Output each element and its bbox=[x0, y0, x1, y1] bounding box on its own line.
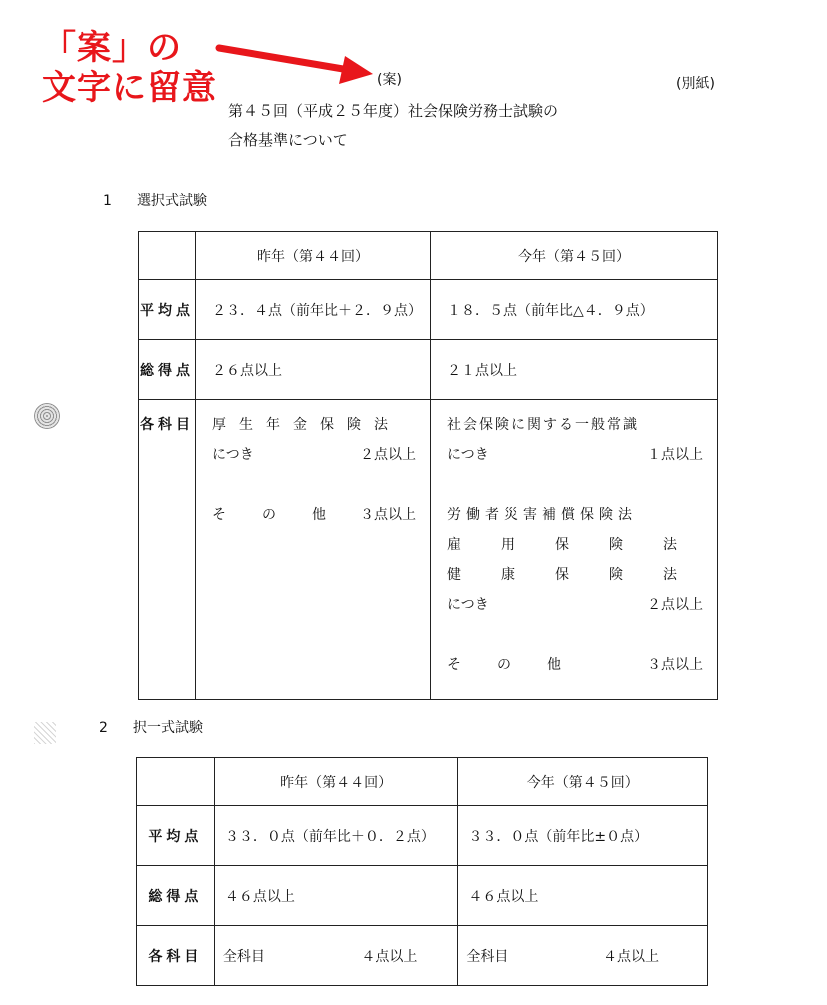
subjects-prev-cell bbox=[196, 400, 431, 700]
red-arrow-icon bbox=[205, 38, 385, 88]
all-subjects-curr: 全科目 bbox=[466, 948, 509, 965]
curr-subject-2-per: につき bbox=[446, 597, 489, 613]
row-label-total: 総得点 bbox=[139, 340, 196, 400]
title-line-2: 合格基準について bbox=[228, 131, 348, 149]
table-row bbox=[137, 926, 708, 986]
col-header-prev: 昨年（第４４回） bbox=[214, 758, 458, 806]
scan-smudge bbox=[34, 403, 60, 429]
row-label-subjects: 各科目 bbox=[139, 400, 196, 700]
draft-mark: (案) bbox=[377, 72, 402, 88]
prev-subject-per: につき bbox=[212, 447, 254, 463]
red-annotation bbox=[42, 28, 217, 108]
row-label-average: 平均点 bbox=[137, 806, 215, 866]
avg-prev-value: ２３．４点（前年比＋２．９点） bbox=[196, 280, 431, 340]
row-label-total: 総得点 bbox=[137, 866, 215, 926]
col-header-prev: 昨年（第４４回） bbox=[196, 232, 431, 280]
table-row bbox=[139, 400, 718, 700]
prev-other-label: その他 bbox=[212, 507, 362, 523]
prev-other-score: ３点以上 bbox=[359, 507, 416, 523]
section-2-title: 択一式試験 bbox=[133, 720, 203, 736]
section-1-title: 選択式試験 bbox=[137, 193, 207, 209]
curr-subject-4-name: 健康保険法 bbox=[446, 567, 717, 583]
curr-subject-2-threshold bbox=[447, 590, 717, 620]
prev-other-threshold bbox=[212, 500, 430, 530]
curr-subject-1-score: １点以上 bbox=[647, 447, 703, 463]
prev-subject-threshold bbox=[212, 440, 430, 470]
selection-exam-table bbox=[138, 231, 718, 700]
all-subjects-prev-score: ４点以上 bbox=[361, 948, 418, 965]
section-1-heading bbox=[103, 190, 207, 210]
section-1-number: 1 bbox=[103, 193, 112, 209]
scan-speck bbox=[34, 722, 56, 744]
curr-other-score: ３点以上 bbox=[647, 657, 703, 673]
subjects-prev-cell bbox=[214, 926, 458, 986]
curr-subject-1-name: 社会保険に関する一般常識 bbox=[446, 417, 639, 433]
all-subjects-curr-score: ４点以上 bbox=[603, 948, 659, 965]
attachment-label: (別紙) bbox=[676, 76, 715, 92]
curr-subject-2-score: ２点以上 bbox=[647, 597, 703, 613]
table-row bbox=[139, 340, 718, 400]
col-header-curr: 今年（第４５回） bbox=[458, 758, 708, 806]
corner-cell bbox=[137, 758, 215, 806]
table-header-row bbox=[139, 232, 718, 280]
curr-subject-1-per: につき bbox=[446, 447, 489, 463]
multiple-choice-exam-table bbox=[136, 757, 708, 986]
curr-other-label: その他 bbox=[446, 657, 597, 673]
table-row bbox=[139, 280, 718, 340]
curr-other-threshold bbox=[447, 650, 717, 680]
avg-prev-value: ３３．０点（前年比＋０．２点） bbox=[214, 806, 458, 866]
all-subjects-prev: 全科目 bbox=[222, 948, 265, 965]
curr-subject-1-threshold bbox=[447, 440, 717, 470]
total-curr-value: ２１点以上 bbox=[430, 340, 717, 400]
col-header-curr: 今年（第４５回） bbox=[430, 232, 717, 280]
table-row bbox=[137, 866, 708, 926]
subjects-curr-cell bbox=[458, 926, 708, 986]
prev-subject-name: 厚生年金保険法 bbox=[212, 417, 401, 433]
table-header-row bbox=[137, 758, 708, 806]
prev-subject-score: ２点以上 bbox=[359, 447, 416, 463]
curr-subject-3-name: 雇用保険法 bbox=[446, 537, 717, 553]
annotation-line-2: 文字に留意 bbox=[42, 68, 217, 108]
row-label-subjects: 各科目 bbox=[137, 926, 215, 986]
corner-cell bbox=[139, 232, 196, 280]
row-label-average: 平均点 bbox=[139, 280, 196, 340]
section-2-number: 2 bbox=[99, 720, 108, 736]
curr-subject-2-name: 労働者災害補償保険法 bbox=[446, 507, 637, 523]
title-line-1: 第４５回（平成２５年度）社会保険労務士試験の bbox=[228, 102, 559, 120]
document-title bbox=[228, 97, 558, 155]
section-2-heading bbox=[99, 717, 203, 737]
annotation-line-1: 「案」の bbox=[42, 28, 182, 68]
avg-curr-value: ３３．０点（前年比±０点） bbox=[458, 806, 708, 866]
subjects-curr-cell bbox=[430, 400, 717, 700]
total-prev-value: ２６点以上 bbox=[196, 340, 431, 400]
total-prev-value: ４６点以上 bbox=[214, 866, 458, 926]
total-curr-value: ４６点以上 bbox=[458, 866, 708, 926]
table-row bbox=[137, 806, 708, 866]
avg-curr-value: １８．５点（前年比△４．９点） bbox=[430, 280, 717, 340]
